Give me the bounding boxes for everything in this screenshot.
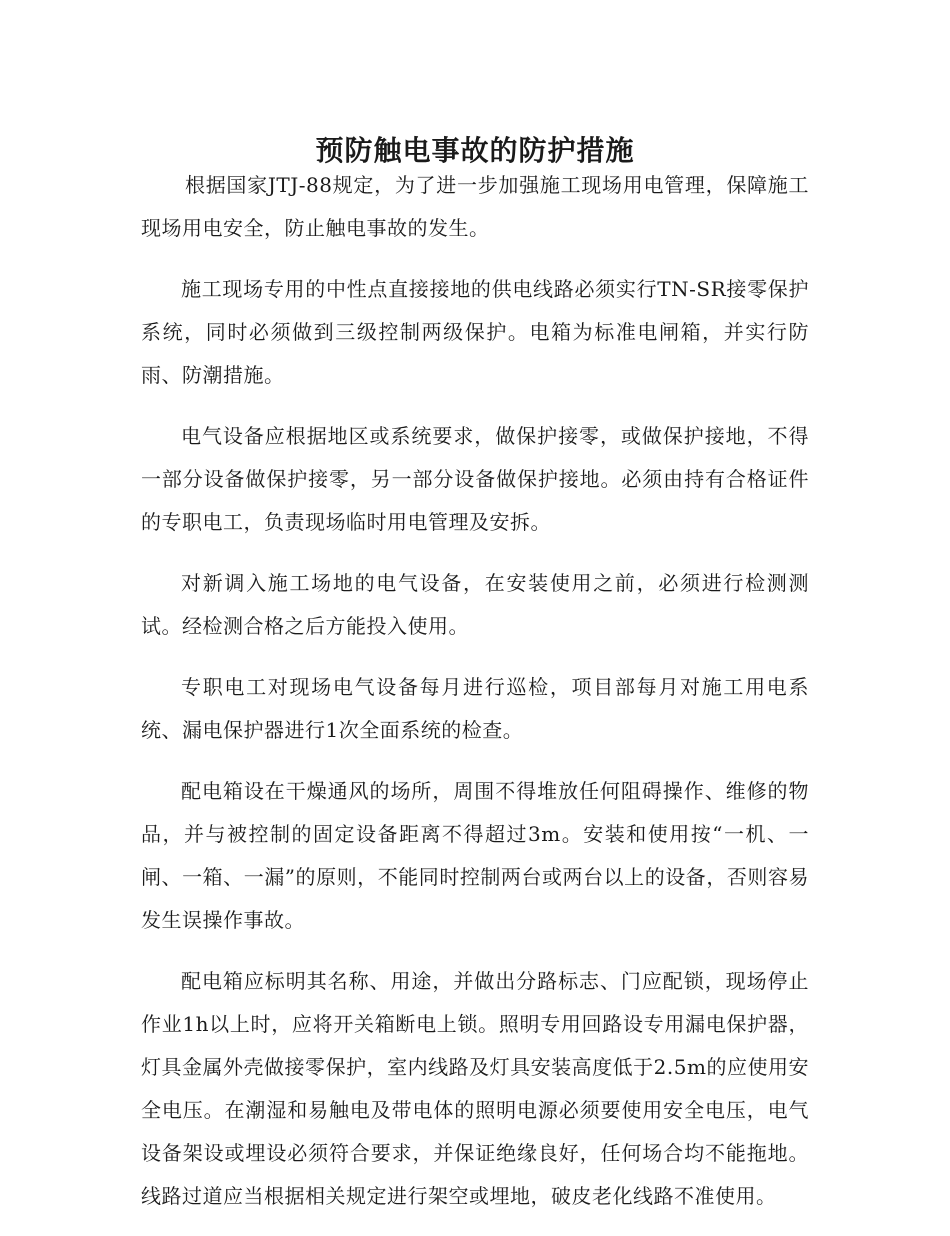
document-body bbox=[141, 164, 809, 1236]
paragraph-5: 专职电工对现场电气设备每月进行巡检，项目部每月对施工用电系统、漏电保护器进行1次全面系统的检查。 bbox=[141, 675, 809, 742]
paragraph-3: 电气设备应根据地区或系统要求，做保护接零，或做保护接地，不得一部分设备做保护接零，另一部分设备做保护接地。必须由持有合格证件的专职电工，负责现场临时用电管理及安拆。 bbox=[141, 424, 809, 534]
paragraph-6: 配电箱设在干燥通风的场所，周围不得堆放任何阻碍操作、维修的物品，并与被控制的固定设备距离不得超过3m。安装和使用按“一机、一闸、一箱、一漏”的原则，不能同时控制两台或两台以上的设备，否则容易发生误操作事故。 bbox=[141, 779, 809, 932]
paragraph-2: 施工现场专用的中性点直接接地的供电线路必须实行TN-SR接零保护系统，同时必须做到三级控制两级保护。电箱为标准电闸箱，并实行防雨、防潮措施。 bbox=[141, 277, 809, 387]
paragraph-7: 配电箱应标明其名称、用途，并做出分路标志、门应配锁，现场停止作业1h以上时，应将开关箱断电上锁。照明专用回路设专用漏电保护器，灯具金属外壳做接零保护，室内线路及灯具安装高度低于2.5m的应使用安全电压。在潮湿和易触电及带电体的照明电源必须要使用安全电压，电气设备架设或埋设必须符合要求，并保证绝缘良好，任何场合均不能拖地。线路过道应当根据相关规定进行架空或埋地，破皮老化线路不准使用。 bbox=[141, 969, 809, 1208]
paragraph-4: 对新调入施工场地的电气设备，在安装使用之前，必须进行检测测试。经检测合格之后方能投入使用。 bbox=[141, 571, 809, 638]
document-title: 预防触电事故的防护措施 bbox=[315, 133, 635, 167]
paragraph-1: 根据国家JTJ-88规定，为了进一步加强施工现场用电管理，保障施工现场用电安全，防止触电事故的发生。 bbox=[141, 173, 809, 240]
